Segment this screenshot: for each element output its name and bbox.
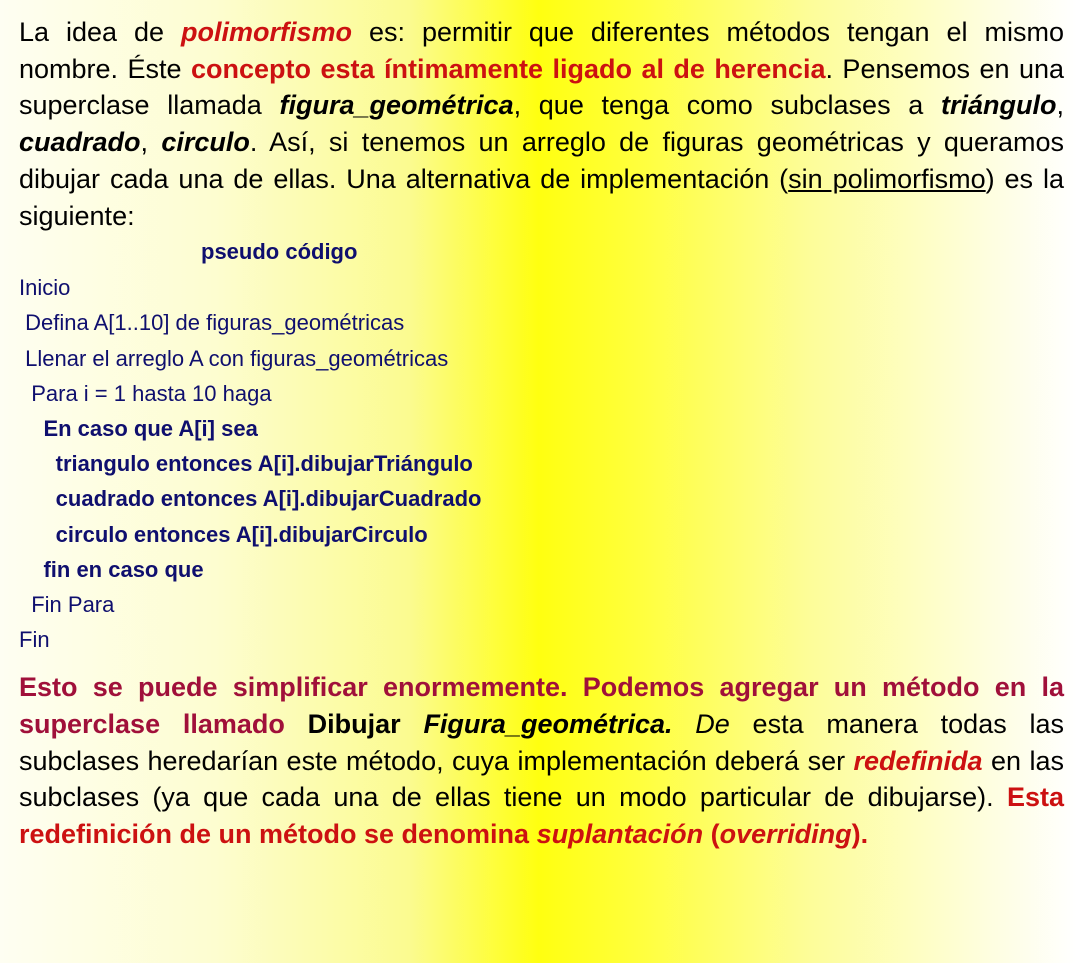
outro-text: De (672, 708, 730, 739)
intro-text: ) es la siguiente: (19, 163, 1064, 231)
outro-text: Esto se puede simplificar enormemente. Podemos agregar un método en la superclase llamado (19, 672, 1064, 739)
code-line: Inicio (19, 275, 71, 301)
code-line: Defina A[1..10] de figuras_geométricas (19, 310, 405, 336)
concept-herencia: concepto esta íntimamente ligado al de herencia (191, 53, 826, 84)
term-suplantacion: suplantación (536, 819, 704, 850)
intro-text: . Pensemos en una superclase llamada (19, 53, 1065, 121)
term-triangulo: triángulo (940, 90, 1057, 121)
code-line: circulo entonces A[i].dibujarCirculo (19, 521, 428, 547)
pseudo-code-block (19, 234, 1064, 657)
outro-text: esta manera todas las subclases heredarían este método, cuya implementación deberá ser (19, 708, 1064, 776)
pseudo-code-title: pseudo código (201, 239, 358, 265)
outro-text: en las subclases (ya que cada una de ellas tiene un modo particular de dibujarse). (19, 745, 1064, 813)
slide-content (19, 14, 1064, 853)
term-figura-geometrica: figura_geométrica (279, 90, 514, 121)
method-dibujar: Dibujar (307, 708, 424, 739)
term-redefinida: redefinida (853, 745, 983, 776)
intro-text: , (140, 127, 162, 158)
code-line: cuadrado entonces A[i].dibujarCuadrado (19, 486, 482, 512)
term-polimorfismo: polimorfismo (181, 17, 353, 47)
code-line: triangulo entonces A[i].dibujarTriángulo (19, 451, 473, 477)
code-line: En caso que A[i] sea (19, 415, 258, 441)
intro-text: . Así, si tenemos un arreglo de figuras geométricas y queramos dibujar cada una de ellas. Una alternativa de implementación ( (19, 127, 1064, 194)
intro-paragraph (19, 14, 1064, 234)
term-cuadrado: cuadrado (19, 127, 141, 158)
term-overriding: overriding (719, 819, 852, 850)
outro-text: ). (851, 819, 869, 850)
term-circulo: circulo (161, 127, 250, 158)
intro-text: , (1056, 90, 1064, 121)
code-line: Fin (19, 627, 50, 653)
term-sin-polimorfismo: sin polimorfismo (788, 163, 986, 194)
code-line: Fin Para (19, 591, 115, 617)
outro-text: Esta redefinición de un método se denomina (19, 782, 1064, 850)
code-line: fin en caso que (19, 556, 204, 582)
outro-text: ( (703, 819, 720, 850)
code-line: Para i = 1 hasta 10 haga (19, 380, 272, 406)
method-figura-geometrica: Figura_geométrica. (423, 708, 673, 739)
outro-paragraph (19, 669, 1064, 853)
intro-text: es: permitir que diferentes métodos tengan el mismo nombre. Éste (19, 17, 1064, 84)
intro-text: La idea de (19, 17, 181, 47)
intro-text: , que tenga como subclases a (513, 90, 941, 121)
code-line: Llenar el arreglo A con figuras_geométricas (19, 345, 449, 371)
